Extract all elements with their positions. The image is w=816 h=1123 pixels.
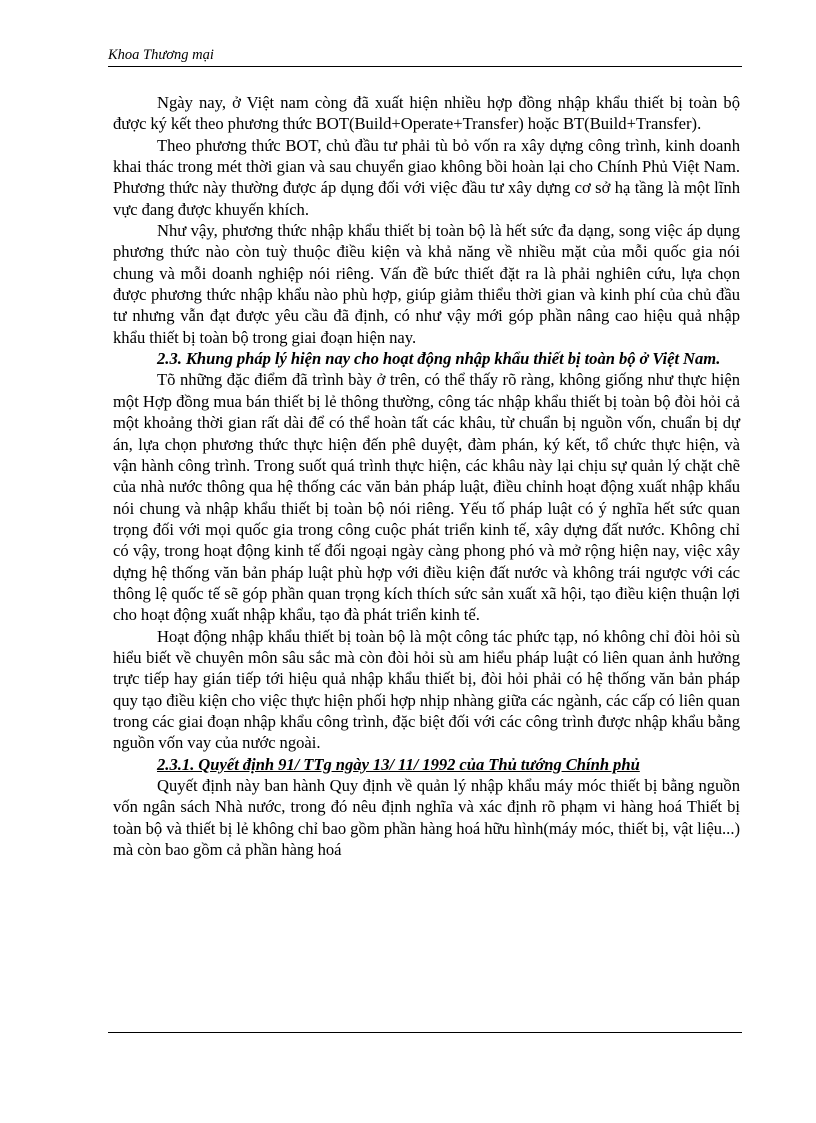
paragraph-bot-method: Theo phương thức BOT, chủ đầu tư phải tù bỏ vốn ra xây dựng công trình, kinh doanh khai thác trong mét thời gian và sau chuyển giao không bồi hoàn lại cho Chính Phủ Việt Nam. Phương thức này thường được áp dụng đối với việc đầu tư xây dựng cơ sở hạ tầng là một lĩnh vực đang được khuyến khích. — [113, 135, 740, 219]
paragraph-diversity: Như vậy, phương thức nhập khẩu thiết bị toàn bộ là hết sức đa dạng, song việc áp dụng phương thức nào còn tuỳ thuộc điều kiện và khả năng về nhiều mặt của mỗi quốc gia nói chung và mỗi doanh nghiệp nói riêng. Vấn đề bức thiết đặt ra là phải nghiên cứu, lựa chọn được phương thức nhập khẩu nào phù hợp, giúp giảm thiểu thời gian và kinh phí của chủ đầu tư nhưng vẫn đạt được yêu cầu đã định, có như vậy mới góp phần nâng cao hiệu quả nhập khẩu thiết bị toàn bộ trong giai đoạn hiện nay. — [113, 221, 740, 347]
paragraph-complexity: Hoạt động nhập khẩu thiết bị toàn bộ là một công tác phức tạp, nó không chỉ đòi hỏi sù hiểu biết về chuyên môn sâu sắc mà còn đòi hỏi sù am hiểu pháp luật có liên quan ảnh hưởng trực tiếp hay gián tiếp tới hiệu quả nhập khẩu thiết bị, đòi hỏi phải có hệ thống văn bản pháp quy tạo điều kiện cho việc thực hiện phối hợp nhịp nhàng giữa các ngành, các cấp có liên quan trong các giai đoạn nhập khẩu công trình, đặc biệt đối với các công trình được nhập khẩu bằng nguồn vốn vay của nước ngoài. — [113, 626, 740, 753]
page-header-title: Khoa Thương mại — [108, 47, 214, 63]
footer-divider — [108, 1032, 742, 1033]
paragraph-bot-contracts: Ngày nay, ở Việt nam còng đã xuất hiện nhiều hợp đồng nhập khẩu thiết bị toàn bộ được ký kết theo phương thức BOT(Build+Operate+Transfer) hoặc BT(Build+Transfer). — [113, 93, 740, 134]
section-heading-2-3-1: 2.3.1. Quyết định 91/ TTg ngày 13/ 11/ 1992 của Thủ tướng Chính phủ — [157, 754, 640, 774]
paragraph-decision-91: Quyết định này ban hành Quy định về quản lý nhập khẩu máy móc thiết bị bằng nguồn vốn ngân sách Nhà nước, trong đó nêu định nghĩa và xác định rõ phạm vi hàng hoá Thiết bị toàn bộ và thiết bị lẻ không chỉ bao gồm phần hàng hoá hữu hình(máy móc, thiết bị, vật liệu...) mà còn bao gồm cả phần hàng hoá — [113, 776, 740, 860]
section-heading-2-3: 2.3. Khung pháp lý hiện nay cho hoạt động nhập khẩu thiết bị toàn bộ ở Việt Nam. — [157, 349, 721, 369]
paragraph-legal-framework: Tõ những đặc điểm đã trình bày ở trên, có thể thấy rõ ràng, không giống như thực hiện một Hợp đồng mua bán thiết bị lẻ thông thường, công tác nhập khẩu thiết bị toàn bộ đòi hỏi cả một khoảng thời gian rất dài để có thể hoàn tất các khâu, từ chuẩn bị nguồn vốn, chuẩn bị dự án, lựa chọn phương thức thực hiện đến phê duyệt, đàm phán, ký kết, tổ chức thực hiện, và vận hành công trình. Trong suốt quá trình thực hiện, các khâu này lại chịu sự quản lý chặt chẽ của nhà nước thông qua hệ thống các văn bản pháp luật, điều chỉnh hoạt động xuất nhập khẩu nói chung và nhập khẩu thiết bị toàn bộ nói riêng. Yếu tố pháp luật có ý nghĩa hết sức quan trọng đối với mọi quốc gia trong công cuộc phát triển kinh tế, xây dựng đất nước. Không chỉ có vậy, trong hoạt động kinh tế đối ngoại ngày càng phong phó và mở rộng hiện nay, việc xây dựng hệ thống văn bản pháp luật phù hợp với điều kiện đất nước và không trái ngược với các thông lệ quốc tế sẽ góp phần quan trọng kích thích sức sản xuất xã hội, tạo điều kiện thuận lợi cho hoạt động xuất nhập khẩu, tạo đà phát triển kinh tế. — [113, 370, 740, 625]
document-body — [113, 92, 740, 860]
header-divider — [108, 66, 742, 67]
